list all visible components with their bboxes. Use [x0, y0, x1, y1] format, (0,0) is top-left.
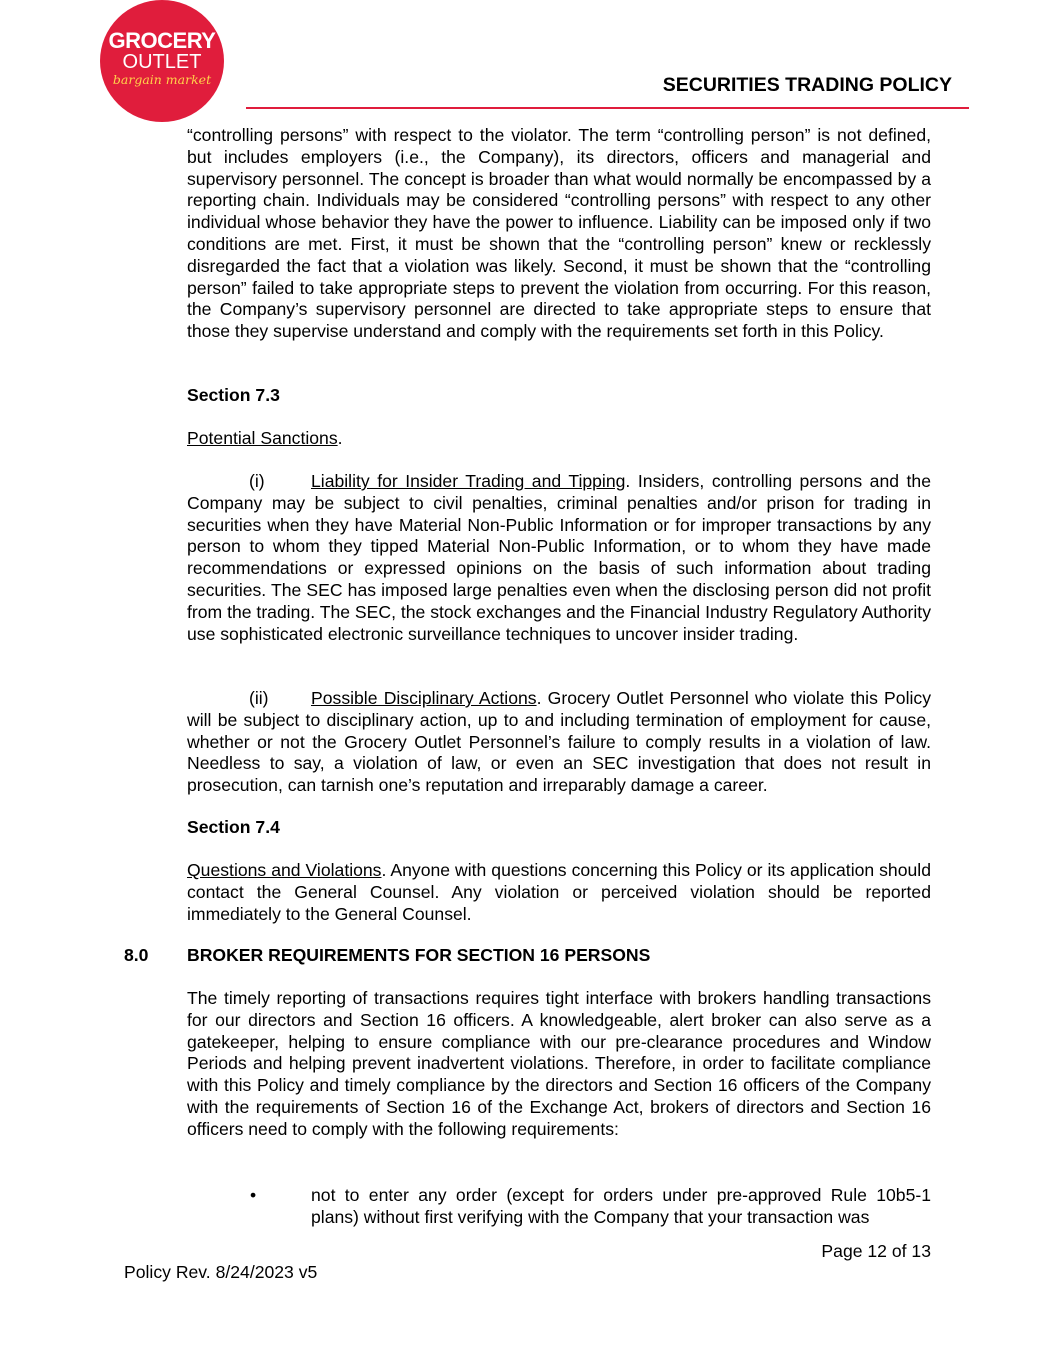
bullet-marker: •	[250, 1185, 257, 1205]
sanction-item-ii	[187, 688, 931, 797]
intro-paragraph: “controlling persons” with respect to the violator. The term “controlling person” is not defined, but includes employers (i.e., the Company), its directors, officers and managerial and supervisory personnel. The concept is broader than what would normally be encompassed by a reporting chain. Individuals may be considered “controlling persons” with respect to any other individual whose behavior they have the power to influence. Liability can be imposed only if two conditions are met. First, it must be shown that the “controlling person” knew or recklessly disregarded the fact that a violation was likely. Second, it must be shown that the “controlling person” failed to take appropriate steps to prevent the violation from occurring. For this reason, the Company’s supervisory personnel are directed to take appropriate steps to ensure that those they supervise understand and comply with the requirements set forth in this Policy.	[187, 125, 931, 342]
document-title: SECURITIES TRADING POLICY	[662, 74, 952, 96]
section-7-4-heading: Section 7.4	[187, 817, 280, 837]
header-divider	[246, 107, 969, 109]
section-8-number: 8.0	[124, 945, 149, 965]
section-7-3-heading: Section 7.3	[187, 385, 280, 405]
item-i-enum: (i)	[249, 471, 265, 491]
logo-tagline: bargain market	[112, 72, 212, 87]
section-7-4-text: . Anyone with questions concerning this Policy or its application should contact the General Counsel. Any violation or perceived violation should be reported immediately to the General Counsel.	[187, 860, 931, 924]
section-7-4-paragraph	[187, 860, 931, 925]
section-8-paragraph: The timely reporting of transactions requires tight interface with brokers handling transactions for our directors and Section 16 officers. A knowledgeable, alert broker can also serve as a gatekeeper, helping to ensure compliance with our pre-clearance procedures and Window Periods and helping prevent inadvertent violations. Therefore, in order to facilitate compliance with this Policy and timely compliance by the directors and Section 16 officers of the Company with the requirements of Section 16 of the Exchange Act, brokers of directors and Section 16 officers need to comply with the following requirements:	[187, 988, 931, 1139]
sanction-item-i	[187, 471, 931, 645]
section-7-4-title: Questions and Violations	[187, 860, 382, 880]
item-i-title: Liability for Insider Trading and Tipping	[311, 471, 626, 491]
item-ii-enum: (ii)	[249, 688, 269, 708]
item-ii-text: . Grocery Outlet Personnel who violate this Policy will be subject to disciplinary action, up to and including termination of employment for cause, whether or not the Grocery Outlet Personnel’s failure to comply results in a violation of law. Needless to say, a violation of law, or even an SEC investigation that does not result in prosecution, can tarnish one’s reputation and irreparably damage a career.	[187, 688, 931, 796]
page-number: Page 12 of 13	[821, 1241, 931, 1261]
logo-line-2: OUTLET	[122, 51, 202, 73]
grocery-outlet-logo	[100, 0, 224, 122]
section-7-3-title-line	[187, 428, 931, 450]
item-ii-title: Possible Disciplinary Actions	[311, 688, 537, 708]
section-7-3-title-suffix: .	[337, 428, 343, 448]
section-7-3-title: Potential Sanctions	[187, 428, 338, 448]
section-8-title: BROKER REQUIREMENTS FOR SECTION 16 PERSONS	[187, 945, 651, 965]
broker-requirement-1: not to enter any order (except for orders under pre-approved Rule 10b5-1 plans) without first verifying with the Company that your transaction was	[311, 1185, 931, 1227]
policy-revision: Policy Rev. 8/24/2023 v5	[124, 1262, 318, 1282]
logo-line-1: GROCERY	[108, 28, 216, 53]
item-i-text: . Insiders, controlling persons and the Company may be subject to civil penalties, criminal penalties and/or prison for trading in securities when they have Material Non-Public Information or for improper transactions by any person to whom they tipped Material Non-Public Information, or to whom they have made recommendations or expressed opinions on the basis of such information about trading securities. The SEC has imposed large penalties even when the disclosing person did not profit from the trading. The SEC, the stock exchanges and the Financial Industry Regulatory Authority use sophisticated electronic surveillance techniques to uncover insider trading.	[187, 471, 931, 644]
